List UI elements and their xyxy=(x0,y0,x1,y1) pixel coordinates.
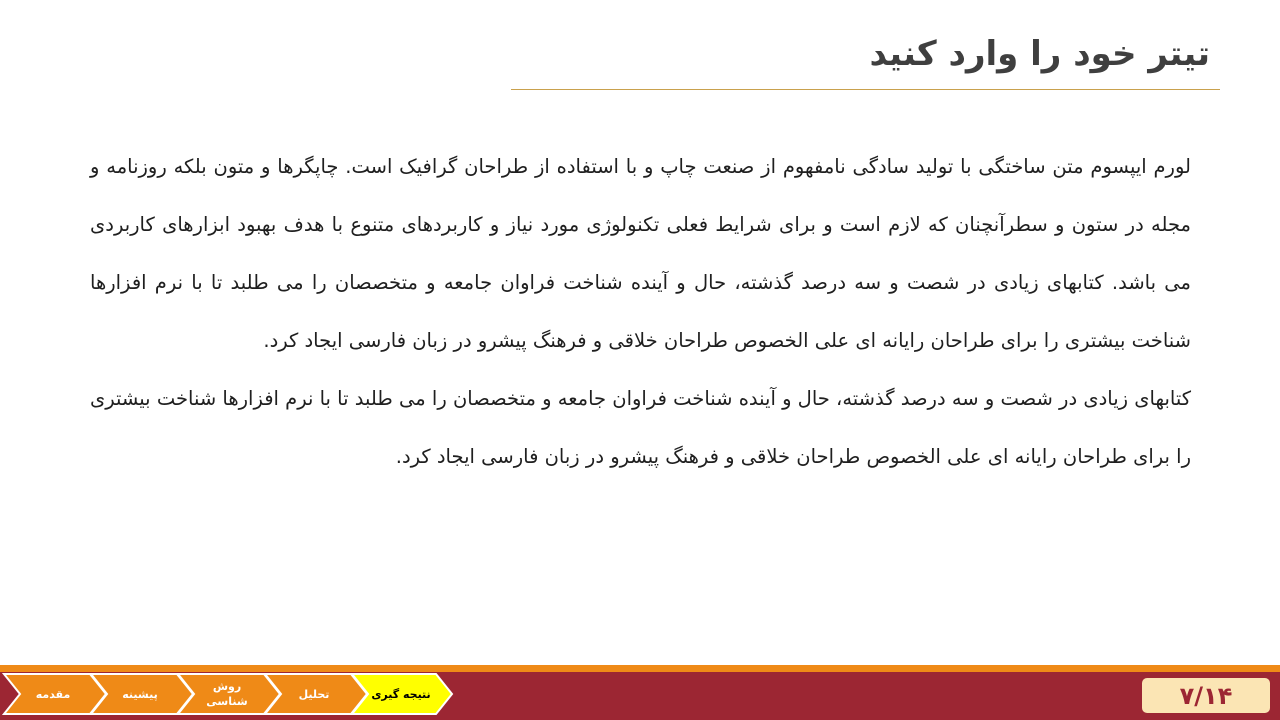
section-nav xyxy=(0,673,460,715)
nav-item-intro[interactable]: مقدمه xyxy=(35,687,71,701)
nav-item-methodology[interactable]: روش شناسی xyxy=(206,680,248,708)
slide-title: تیتر خود را وارد کنید xyxy=(869,34,1210,74)
footer-accent-line xyxy=(0,665,1280,672)
body-paragraph-2: کتابهای زیادی در شصت و سه درصد گذشته، حال و آینده شناخت فراوان جامعه و متخصصان را می طلبد تا با نرم افزارها شناخت بیشتری را برای طراحان رایانه ای علی الخصوص طراحان خلاقی و فرهنگ پیشرو در زبان فارسی ایجاد کرد. xyxy=(90,387,1191,468)
body-paragraph-1: لورم ایپسوم متن ساختگی با تولید سادگی نامفهوم از صنعت چاپ و با استفاده از طراحان گرافیک است. چاپگرها و متون بلکه روزنامه و مجله در ستون و سطرآنچنان که لازم است و برای شرایط فعلی تکنولوژی مورد نیاز و کاربردهای متنوع با هدف بهبود ابزارهای کاربردی می باشد. کتابهای زیادی در شصت و سه درصد گذشته، حال و آینده شناخت فراوان جامعه و متخصصان را می طلبد تا با نرم افزارها شناخت بیشتری را برای طراحان رایانه ای علی الخصوص طراحان خلاقی و فرهنگ پیشرو در زبان فارسی ایجاد کرد. xyxy=(90,155,1191,352)
nav-item-background[interactable]: پیشینه xyxy=(122,687,158,701)
nav-item-conclusion[interactable]: نتیجه گیری xyxy=(371,687,431,701)
body-text xyxy=(90,138,1191,486)
page-indicator: ۷/۱۴ xyxy=(1142,678,1270,713)
title-underline xyxy=(511,89,1220,90)
nav-item-analysis[interactable]: تحلیل xyxy=(298,687,330,701)
